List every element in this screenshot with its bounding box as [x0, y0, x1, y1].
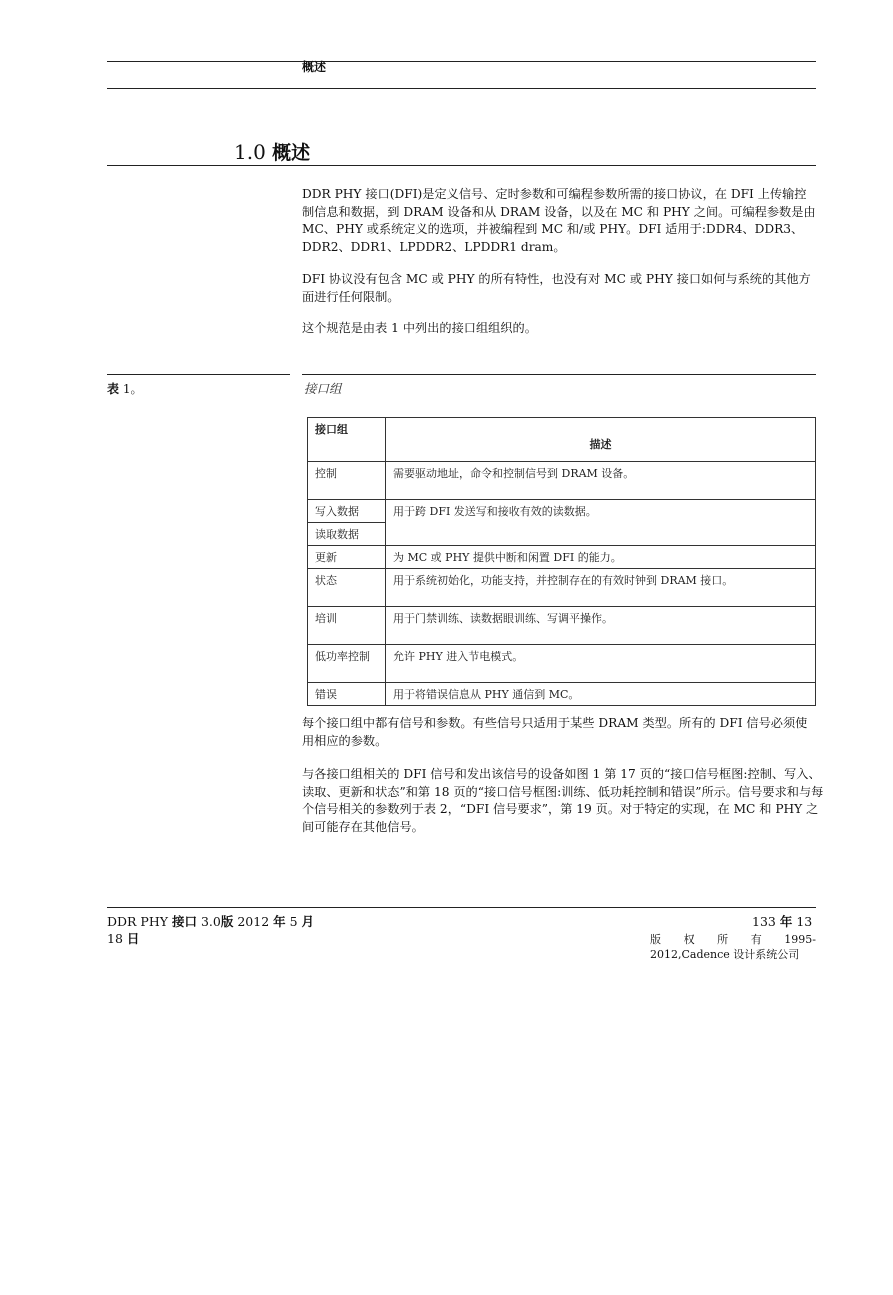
table-label-rule — [107, 374, 290, 375]
group-description: 用于将错误信息从 PHY 通信到 MC。 — [386, 683, 816, 706]
group-name: 错误 — [308, 683, 386, 706]
doc-year-bold: 年 — [273, 914, 286, 929]
section-number: 1.0 — [234, 140, 266, 164]
table-row — [308, 645, 816, 683]
section-rule — [107, 165, 816, 166]
doc-day: 18 — [107, 931, 127, 946]
section-heading — [234, 138, 310, 165]
table-row — [308, 500, 816, 523]
table-caption: 接口组 — [304, 381, 342, 396]
group-description: 需要驱动地址，命令和控制信号到 DRAM 设备。 — [386, 462, 816, 500]
footer-copyright: 版 权 所 有 1995-2012,Cadence 设计系统公司 — [650, 933, 816, 961]
doc-version: 3.0 — [196, 914, 221, 929]
group-description: 用于系统初始化，功能支持，并控制存在的有效时钟到 DRAM 接口。 — [386, 569, 816, 607]
group-name: 更新 — [308, 546, 386, 569]
table-label-number: 1。 — [119, 382, 143, 396]
group-name: 读取数据 — [308, 523, 386, 546]
paragraph-figures: 与各接口组相关的 DFI 信号和发出该信号的设备如图 1 第 17 页的“接口信号框图:控制、写入、读取、更新和状态”和第 18 页的“接口信号框图:训练、低功耗控制和错误”所示。信号要求和与每个信号相关的参数列于表 2，“DFI 信号要求”，第 19 页。对于特定的实现，在 MC 和 PHY 之间可能存在其他信号。 — [302, 767, 824, 834]
group-name: 培训 — [308, 607, 386, 645]
page-number: 133 — [752, 914, 780, 929]
header-description: 描述 — [386, 418, 816, 462]
header-interface-group: 接口组 — [308, 418, 386, 462]
running-header: 概述 — [302, 60, 327, 74]
table-row — [308, 607, 816, 645]
group-description: 为 MC 或 PHY 提供中断和闲置 DFI 的能力。 — [386, 546, 816, 569]
group-name: 状态 — [308, 569, 386, 607]
header-rule-top — [107, 61, 816, 62]
paragraph-signals: 每个接口组中都有信号和参数。有些信号只适用于某些 DRAM 类型。所有的 DFI 信号必须使用相应的参数。 — [302, 716, 808, 748]
table-row — [308, 462, 816, 500]
footer-page-number — [752, 912, 812, 930]
paragraph-scope: DFI 协议没有包含 MC 或 PHY 的所有特性，也没有对 MC 或 PHY 接口如何与系统的其他方面进行任何限制。 — [302, 272, 811, 304]
table-header-row — [308, 418, 816, 462]
doc-name-bold: 接口 — [171, 914, 197, 929]
table-row — [308, 683, 816, 706]
group-name: 写入数据 — [308, 500, 386, 523]
section-title: 概述 — [272, 142, 311, 164]
group-description: 允许 PHY 进入节电模式。 — [386, 645, 816, 683]
doc-day-bold: 日 — [126, 931, 140, 946]
paragraph-intro: DDR PHY 接口(DFI)是定义信号、定时参数和可编程参数所需的接口协议，在 DFI 上传输控制信息和数据，到 DRAM 设备和从 DRAM 设备，以及在 MC 和 PHY 之间。可编程参数是由 MC、PHY 或系统定义的选项，并被编程到 MC 和/或 PHY。DFI 适用于:DDR4、DDR3、DDR2、DDR1、LPDDR2、LPDDR1 dram。 — [302, 187, 816, 254]
group-name: 控制 — [308, 462, 386, 500]
header-rule-bottom — [107, 88, 816, 89]
doc-version-bold: 版 — [220, 914, 234, 929]
group-description: 用于跨 DFI 发送写和接收有效的读数据。 — [386, 500, 816, 546]
table-caption-rule — [302, 374, 816, 375]
table-label-prefix: 表 — [107, 382, 120, 396]
doc-month: 5 — [285, 914, 302, 929]
group-name: 低功率控制 — [308, 645, 386, 683]
interface-group-table — [307, 417, 816, 706]
group-description: 用于门禁训练、读数据眼训练、写调平操作。 — [386, 607, 816, 645]
paragraph-organization: 这个规范是由表 1 中列出的接口组组织的。 — [302, 321, 537, 335]
table-row — [308, 569, 816, 607]
page-total: 13 — [792, 914, 813, 929]
table-row — [308, 546, 816, 569]
doc-year: 2012 — [233, 914, 274, 929]
footer-document-info — [107, 913, 314, 947]
doc-month-bold: 月 — [301, 914, 315, 929]
footer-rule — [107, 907, 816, 908]
page-number-bold: 年 — [779, 914, 793, 929]
table-label — [107, 380, 142, 397]
doc-name: DDR PHY — [107, 914, 172, 929]
